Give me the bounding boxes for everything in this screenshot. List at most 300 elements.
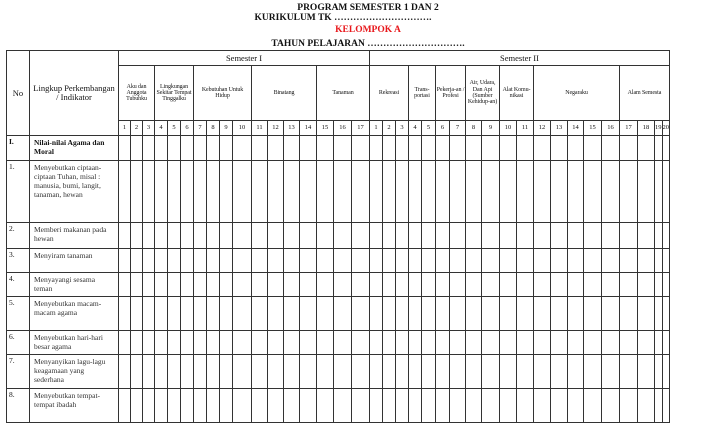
week-cell <box>409 161 422 223</box>
week-cell <box>119 249 131 273</box>
week-cell <box>568 223 584 249</box>
week-cell <box>584 297 602 331</box>
week-cell <box>517 136 534 161</box>
week-cell <box>584 273 602 297</box>
week-cell <box>422 249 436 273</box>
week-cell <box>568 389 584 423</box>
week-cell <box>655 273 663 297</box>
week-number: 19 <box>655 121 663 136</box>
theme-header: Alam Semesta <box>620 66 670 121</box>
week-cell <box>352 273 370 297</box>
week-cell <box>662 297 670 331</box>
week-cell <box>207 223 220 249</box>
week-cell <box>168 355 181 389</box>
week-cell <box>662 161 670 223</box>
table-row <box>7 161 670 223</box>
week-cell <box>194 355 207 389</box>
week-cell <box>584 161 602 223</box>
week-cell <box>655 389 663 423</box>
week-cell <box>396 355 409 389</box>
week-cell <box>268 331 284 355</box>
week-cell <box>534 331 551 355</box>
week-cell <box>181 355 194 389</box>
week-number: 17 <box>352 121 370 136</box>
week-cell <box>584 389 602 423</box>
col-header-no: No <box>7 51 30 136</box>
week-cell <box>466 136 482 161</box>
theme-header: Kebutuhan Untuk Hidup <box>194 66 252 121</box>
week-cell <box>383 331 396 355</box>
week-cell <box>396 389 409 423</box>
week-cell <box>568 249 584 273</box>
week-cell <box>119 389 131 423</box>
week-cell <box>207 136 220 161</box>
week-cell <box>584 331 602 355</box>
week-cell <box>568 331 584 355</box>
theme-header: Binatang <box>252 66 317 121</box>
week-cell <box>168 249 181 273</box>
week-cell <box>662 136 670 161</box>
week-cell <box>655 249 663 273</box>
week-cell <box>436 273 450 297</box>
week-cell <box>638 273 655 297</box>
group-title: KELOMPOK A <box>335 25 401 35</box>
week-cell <box>534 161 551 223</box>
week-cell <box>252 331 268 355</box>
week-cell <box>194 389 207 423</box>
week-cell <box>143 136 155 161</box>
week-number: 10 <box>233 121 252 136</box>
table-row <box>7 136 670 161</box>
week-cell <box>143 389 155 423</box>
curriculum-line: KURIKULUM TK …………………………. <box>254 13 432 23</box>
week-cell <box>620 389 638 423</box>
week-cell <box>436 223 450 249</box>
week-cell <box>252 249 268 273</box>
week-number: 9 <box>220 121 233 136</box>
week-cell <box>370 389 383 423</box>
week-number: 11 <box>252 121 268 136</box>
week-cell <box>517 273 534 297</box>
week-cell <box>284 223 300 249</box>
week-cell <box>268 297 284 331</box>
week-cell <box>500 355 517 389</box>
row-number: 3. <box>7 249 30 273</box>
week-cell <box>119 161 131 223</box>
col-header-indikator: Lingkup Perkembangan / Indikator <box>30 51 119 136</box>
week-cell <box>155 273 168 297</box>
theme-header: Lingkungan Sekitar Tempat Tinggalku <box>155 66 194 121</box>
week-cell <box>551 355 568 389</box>
week-cell <box>300 249 317 273</box>
week-cell <box>450 223 466 249</box>
week-cell <box>450 389 466 423</box>
week-cell <box>119 223 131 249</box>
week-cell <box>143 249 155 273</box>
week-cell <box>252 297 268 331</box>
week-cell <box>482 389 500 423</box>
week-number: 15 <box>584 121 602 136</box>
week-cell <box>534 355 551 389</box>
week-cell <box>655 297 663 331</box>
week-cell <box>220 389 233 423</box>
week-cell <box>409 331 422 355</box>
week-cell <box>584 223 602 249</box>
week-number: 16 <box>334 121 352 136</box>
week-cell <box>370 223 383 249</box>
week-cell <box>383 161 396 223</box>
indicator-text: Menyiram tanaman <box>30 249 119 273</box>
row-number: I. <box>7 136 30 161</box>
week-number: 4 <box>155 121 168 136</box>
week-cell <box>300 161 317 223</box>
week-cell <box>194 223 207 249</box>
week-cell <box>131 297 143 331</box>
week-cell <box>422 136 436 161</box>
indicator-text: Nilai-nilai Agama dan Moral <box>30 136 119 161</box>
week-number: 9 <box>482 121 500 136</box>
week-cell <box>409 273 422 297</box>
indicator-text: Memberi makanan pada hewan <box>30 223 119 249</box>
week-cell <box>551 389 568 423</box>
week-cell <box>602 249 620 273</box>
week-cell <box>252 389 268 423</box>
week-cell <box>181 389 194 423</box>
week-cell <box>568 297 584 331</box>
week-cell <box>602 273 620 297</box>
week-cell <box>370 297 383 331</box>
week-cell <box>436 136 450 161</box>
week-cell <box>181 249 194 273</box>
week-cell <box>383 297 396 331</box>
week-cell <box>334 297 352 331</box>
week-cell <box>568 136 584 161</box>
week-cell <box>284 355 300 389</box>
week-cell <box>662 249 670 273</box>
theme-header: Aku dan Anggota Tubuhku <box>119 66 155 121</box>
week-cell <box>194 331 207 355</box>
week-cell <box>422 389 436 423</box>
week-cell <box>220 273 233 297</box>
week-cell <box>551 297 568 331</box>
week-cell <box>119 297 131 331</box>
row-number: 5. <box>7 297 30 331</box>
week-cell <box>233 249 252 273</box>
week-cell <box>143 273 155 297</box>
week-cell <box>500 161 517 223</box>
week-cell <box>155 389 168 423</box>
week-cell <box>500 223 517 249</box>
week-cell <box>300 389 317 423</box>
week-cell <box>252 355 268 389</box>
week-cell <box>638 223 655 249</box>
week-cell <box>500 297 517 331</box>
week-cell <box>155 331 168 355</box>
indicator-text: Menyayangi sesama teman <box>30 273 119 297</box>
week-cell <box>662 389 670 423</box>
week-number: 18 <box>638 121 655 136</box>
week-cell <box>352 249 370 273</box>
week-cell <box>409 249 422 273</box>
week-cell <box>466 297 482 331</box>
week-cell <box>500 136 517 161</box>
week-cell <box>220 223 233 249</box>
week-cell <box>409 389 422 423</box>
week-cell <box>602 297 620 331</box>
week-cell <box>584 249 602 273</box>
week-cell <box>317 136 334 161</box>
week-cell <box>268 273 284 297</box>
week-cell <box>517 389 534 423</box>
week-cell <box>534 249 551 273</box>
week-cell <box>300 331 317 355</box>
week-cell <box>383 136 396 161</box>
week-cell <box>517 331 534 355</box>
week-cell <box>233 355 252 389</box>
week-cell <box>317 297 334 331</box>
week-cell <box>300 223 317 249</box>
week-cell <box>194 249 207 273</box>
week-cell <box>207 331 220 355</box>
table-row <box>7 389 670 423</box>
week-cell <box>352 389 370 423</box>
week-cell <box>168 273 181 297</box>
week-cell <box>181 273 194 297</box>
indicator-text: Menyebutkan hari-hari besar agama <box>30 331 119 355</box>
week-cell <box>220 297 233 331</box>
week-cell <box>220 136 233 161</box>
week-cell <box>482 136 500 161</box>
week-cell <box>655 161 663 223</box>
week-cell <box>450 136 466 161</box>
week-cell <box>551 273 568 297</box>
row-number: 4. <box>7 273 30 297</box>
week-cell <box>268 161 284 223</box>
week-cell <box>284 136 300 161</box>
week-cell <box>194 273 207 297</box>
week-cell <box>233 223 252 249</box>
week-cell <box>168 161 181 223</box>
week-cell <box>638 249 655 273</box>
week-cell <box>168 389 181 423</box>
week-cell <box>207 249 220 273</box>
week-cell <box>436 389 450 423</box>
week-cell <box>466 161 482 223</box>
week-cell <box>396 331 409 355</box>
week-number: 3 <box>396 121 409 136</box>
week-cell <box>155 223 168 249</box>
week-number: 17 <box>620 121 638 136</box>
week-cell <box>450 355 466 389</box>
week-cell <box>482 297 500 331</box>
table-row <box>7 273 670 297</box>
week-number: 10 <box>500 121 517 136</box>
week-cell <box>131 389 143 423</box>
week-cell <box>517 249 534 273</box>
week-cell <box>584 355 602 389</box>
week-cell <box>220 161 233 223</box>
week-cell <box>620 331 638 355</box>
week-cell <box>638 331 655 355</box>
week-cell <box>466 355 482 389</box>
week-cell <box>181 223 194 249</box>
week-cell <box>370 249 383 273</box>
week-number: 15 <box>317 121 334 136</box>
week-cell <box>482 161 500 223</box>
week-cell <box>268 136 284 161</box>
week-cell <box>409 136 422 161</box>
week-cell <box>143 297 155 331</box>
week-number: 6 <box>181 121 194 136</box>
week-number: 3 <box>143 121 155 136</box>
week-cell <box>500 331 517 355</box>
week-cell <box>422 223 436 249</box>
week-number: 12 <box>268 121 284 136</box>
week-cell <box>207 297 220 331</box>
week-number: 5 <box>422 121 436 136</box>
week-cell <box>436 161 450 223</box>
week-cell <box>551 136 568 161</box>
week-cell <box>422 297 436 331</box>
theme-header: Rekreasi <box>370 66 409 121</box>
week-cell <box>422 331 436 355</box>
week-cell <box>422 273 436 297</box>
week-cell <box>422 161 436 223</box>
week-cell <box>194 297 207 331</box>
week-cell <box>551 331 568 355</box>
week-cell <box>466 389 482 423</box>
week-cell <box>450 273 466 297</box>
week-cell <box>638 389 655 423</box>
week-number: 8 <box>207 121 220 136</box>
week-cell <box>370 161 383 223</box>
week-cell <box>233 273 252 297</box>
week-cell <box>284 273 300 297</box>
week-cell <box>334 136 352 161</box>
week-cell <box>655 331 663 355</box>
week-cell <box>268 389 284 423</box>
week-number: 2 <box>383 121 396 136</box>
week-cell <box>233 297 252 331</box>
week-cell <box>119 355 131 389</box>
week-cell <box>284 249 300 273</box>
week-cell <box>517 297 534 331</box>
week-cell <box>143 355 155 389</box>
week-cell <box>284 331 300 355</box>
week-cell <box>334 249 352 273</box>
week-cell <box>131 223 143 249</box>
theme-header: Trans-portasi <box>409 66 436 121</box>
week-cell <box>436 297 450 331</box>
week-cell <box>466 331 482 355</box>
doc-title: PROGRAM SEMESTER 1 DAN 2 <box>297 3 439 13</box>
week-cell <box>500 249 517 273</box>
table-row <box>7 297 670 331</box>
week-cell <box>334 273 352 297</box>
week-cell <box>252 223 268 249</box>
week-cell <box>352 355 370 389</box>
table-row <box>7 223 670 249</box>
week-cell <box>409 355 422 389</box>
week-cell <box>551 161 568 223</box>
week-cell <box>370 355 383 389</box>
week-number: 1 <box>370 121 383 136</box>
week-cell <box>383 249 396 273</box>
week-cell <box>602 136 620 161</box>
week-cell <box>131 161 143 223</box>
week-cell <box>317 273 334 297</box>
week-cell <box>436 331 450 355</box>
school-year-line: TAHUN PELAJARAN …………………………. <box>271 39 465 49</box>
week-cell <box>568 161 584 223</box>
week-cell <box>284 389 300 423</box>
week-cell <box>602 161 620 223</box>
week-cell <box>370 331 383 355</box>
week-cell <box>181 136 194 161</box>
row-number: 6. <box>7 331 30 355</box>
week-cell <box>534 223 551 249</box>
week-cell <box>620 223 638 249</box>
week-cell <box>396 223 409 249</box>
week-cell <box>119 136 131 161</box>
week-cell <box>396 136 409 161</box>
week-cell <box>317 355 334 389</box>
week-cell <box>409 223 422 249</box>
week-cell <box>517 161 534 223</box>
week-cell <box>450 249 466 273</box>
week-cell <box>551 249 568 273</box>
theme-header: Air, Udara, Dan Api (Sumber Kehidup-an) <box>466 66 500 121</box>
week-cell <box>334 223 352 249</box>
week-number: 14 <box>568 121 584 136</box>
week-cell <box>131 273 143 297</box>
theme-header: Tanaman <box>317 66 370 121</box>
week-cell <box>396 249 409 273</box>
week-cell <box>602 331 620 355</box>
week-cell <box>551 223 568 249</box>
row-number: 8. <box>7 389 30 423</box>
week-cell <box>252 273 268 297</box>
week-cell <box>534 297 551 331</box>
week-cell <box>207 273 220 297</box>
week-cell <box>620 273 638 297</box>
week-cell <box>143 161 155 223</box>
week-cell <box>620 136 638 161</box>
week-cell <box>352 136 370 161</box>
week-cell <box>602 389 620 423</box>
week-cell <box>517 223 534 249</box>
week-cell <box>181 297 194 331</box>
week-cell <box>155 355 168 389</box>
week-cell <box>466 273 482 297</box>
week-number: 5 <box>168 121 181 136</box>
theme-header: Pekerja-an / Profesi <box>436 66 466 121</box>
week-number: 13 <box>284 121 300 136</box>
week-cell <box>155 161 168 223</box>
week-cell <box>383 273 396 297</box>
week-cell <box>168 297 181 331</box>
week-cell <box>655 223 663 249</box>
row-number: 7. <box>7 355 30 389</box>
week-cell <box>638 161 655 223</box>
week-cell <box>466 223 482 249</box>
week-cell <box>517 355 534 389</box>
week-cell <box>300 136 317 161</box>
week-number: 12 <box>534 121 551 136</box>
indicator-text: Menyanyikan lagu-lagu keagamaan yang sederhana <box>30 355 119 389</box>
week-cell <box>383 355 396 389</box>
week-cell <box>396 161 409 223</box>
